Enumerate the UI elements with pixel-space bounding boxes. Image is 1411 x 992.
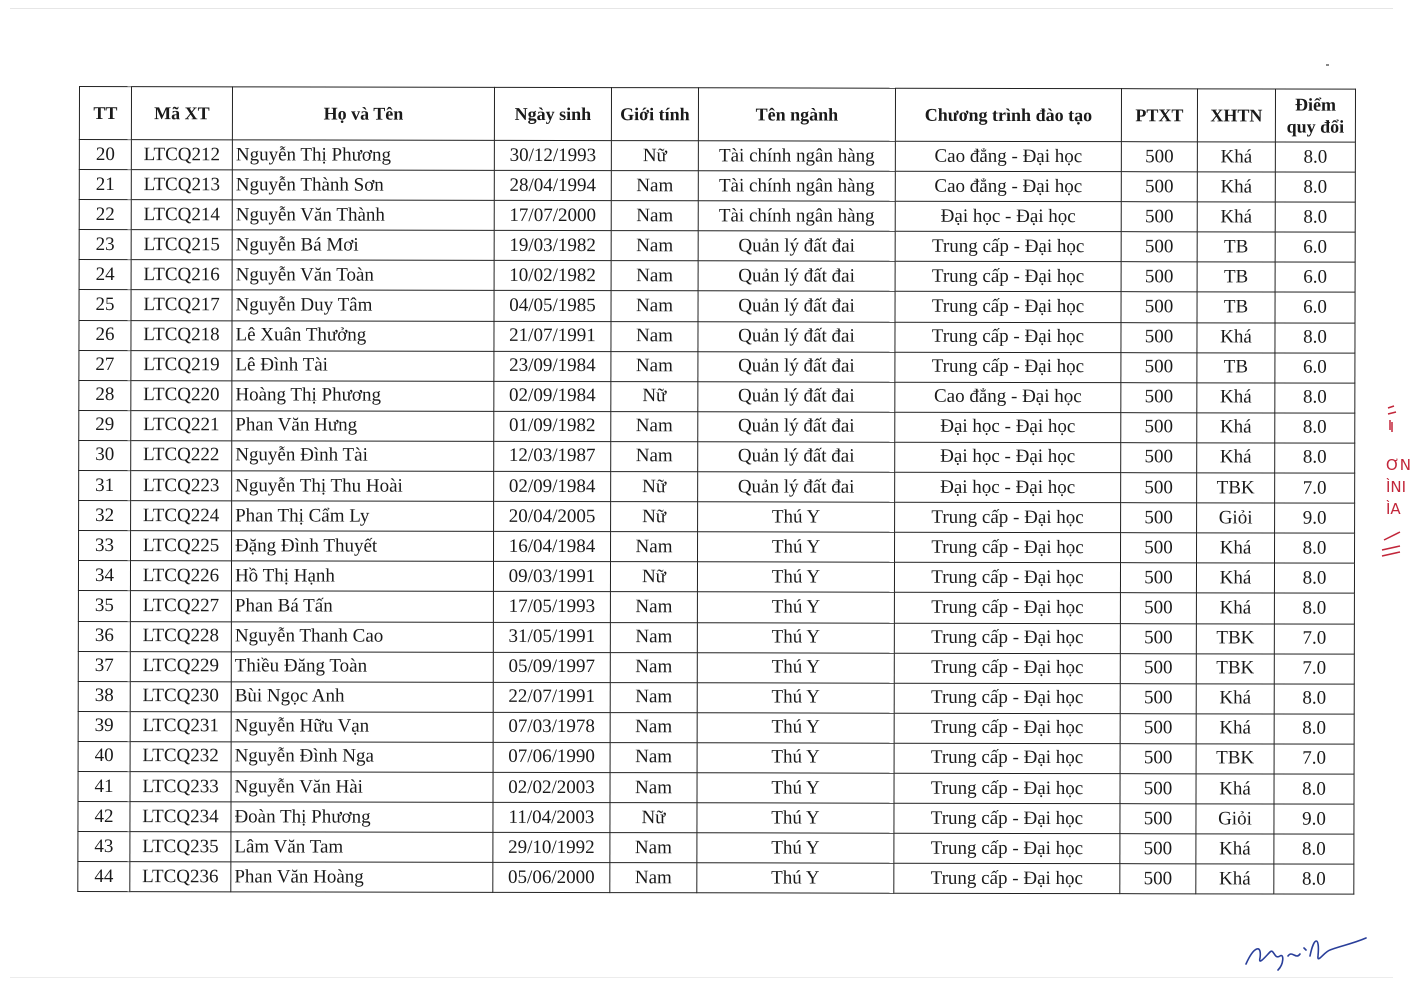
cell-ten-nganh: Quản lý đất đai <box>698 321 895 352</box>
cell-diem: 8.0 <box>1274 774 1354 804</box>
table-row <box>79 440 1355 473</box>
cell-xhtn: Khá <box>1196 593 1274 623</box>
margin-stamp-fragment <box>1374 400 1411 580</box>
table-row <box>79 140 1355 173</box>
cell-ptxt: 500 <box>1120 774 1196 804</box>
cell-tt: 42 <box>78 802 130 832</box>
cell-gioi-tinh: Nam <box>611 201 698 231</box>
cell-ho-ten: Phan Bá Tấn <box>231 591 493 622</box>
cell-xhtn: TB <box>1197 292 1275 322</box>
stamp-text-3: ÌA <box>1386 500 1401 518</box>
cell-gioi-tinh: Nam <box>611 442 698 472</box>
page-top-edge <box>10 8 1393 9</box>
cell-ma-xt: LTCQ231 <box>130 711 231 741</box>
cell-gioi-tinh: Nữ <box>611 472 698 502</box>
cell-tt: 28 <box>79 380 131 410</box>
table-row <box>78 681 1354 714</box>
cell-ngay-sinh: 05/06/2000 <box>493 863 610 893</box>
cell-xhtn: Khá <box>1197 172 1275 202</box>
cell-xhtn: Khá <box>1197 202 1275 232</box>
cell-ngay-sinh: 07/03/1978 <box>493 712 610 742</box>
cell-diem: 9.0 <box>1274 804 1354 834</box>
cell-ten-nganh: Tài chính ngân hàng <box>698 201 895 232</box>
cell-tt: 33 <box>79 531 131 561</box>
signature-icon <box>1240 926 1370 976</box>
cell-ma-xt: LTCQ216 <box>131 260 232 290</box>
cell-tt: 31 <box>79 471 131 501</box>
cell-ma-xt: LTCQ226 <box>130 561 231 591</box>
header-row <box>79 87 1355 143</box>
header-diem <box>1275 89 1355 142</box>
cell-ptxt: 500 <box>1120 653 1196 683</box>
cell-ho-ten: Đặng Đình Thuyết <box>232 531 494 562</box>
cell-diem: 7.0 <box>1274 624 1354 654</box>
cell-gioi-tinh: Nam <box>610 742 697 772</box>
page-bottom-edge <box>10 977 1393 978</box>
cell-ho-ten: Nguyễn Văn Thành <box>232 200 494 231</box>
cell-diem: 8.0 <box>1275 172 1355 202</box>
cell-ten-nganh: Quản lý đất đai <box>698 351 895 382</box>
cell-ma-xt: LTCQ230 <box>130 681 231 711</box>
cell-chuong-trinh: Trung cấp - Đại học <box>894 713 1120 744</box>
cell-ptxt: 500 <box>1121 533 1197 563</box>
cell-ptxt: 500 <box>1121 262 1197 292</box>
cell-chuong-trinh: Trung cấp - Đại học <box>894 593 1120 624</box>
cell-diem: 9.0 <box>1275 503 1355 533</box>
cell-tt: 41 <box>78 771 130 801</box>
cell-ngay-sinh: 29/10/1992 <box>493 833 610 863</box>
table-row <box>78 832 1354 865</box>
cell-ma-xt: LTCQ214 <box>131 200 232 230</box>
cell-chuong-trinh: Trung cấp - Đại học <box>895 322 1121 353</box>
cell-ho-ten: Nguyễn Đình Nga <box>231 742 493 773</box>
cell-xhtn: TBK <box>1196 623 1274 653</box>
cell-ptxt: 500 <box>1121 503 1197 533</box>
header-ten-nganh: Tên ngành <box>698 88 895 141</box>
cell-chuong-trinh: Trung cấp - Đại học <box>894 683 1120 714</box>
cell-ngay-sinh: 20/04/2005 <box>494 501 611 531</box>
cell-ten-nganh: Thú Y <box>697 562 894 593</box>
cell-diem: 8.0 <box>1274 834 1354 864</box>
cell-ho-ten: Đoàn Thị Phương <box>231 802 493 833</box>
cell-ho-ten: Hoàng Thị Phương <box>232 381 494 412</box>
table-row <box>79 350 1355 383</box>
header-ma-xt: Mã XT <box>131 87 232 140</box>
cell-xhtn: Khá <box>1196 774 1274 804</box>
cell-tt: 43 <box>78 832 130 862</box>
cell-chuong-trinh: Cao đẳng - Đại học <box>895 141 1121 172</box>
header-gioi-tinh: Giới tính <box>611 88 698 141</box>
cell-ngay-sinh: 02/02/2003 <box>493 772 610 802</box>
cell-gioi-tinh: Nam <box>610 622 697 652</box>
cell-tt: 37 <box>78 651 130 681</box>
table-row <box>79 531 1355 564</box>
cell-gioi-tinh: Nam <box>610 712 697 742</box>
cell-chuong-trinh: Trung cấp - Đại học <box>894 863 1120 894</box>
cell-ma-xt: LTCQ222 <box>131 441 232 471</box>
cell-ho-ten: Nguyễn Đình Tài <box>232 441 494 472</box>
cell-ma-xt: LTCQ220 <box>131 380 232 410</box>
header-ho-ten: Họ và Tên <box>232 87 494 141</box>
candidate-table <box>77 86 1356 895</box>
cell-ngay-sinh: 09/03/1991 <box>493 562 610 592</box>
table-row <box>79 410 1355 443</box>
cell-xhtn: Khá <box>1196 714 1274 744</box>
cell-chuong-trinh: Trung cấp - Đại học <box>895 231 1121 262</box>
cell-ngay-sinh: 31/05/1991 <box>493 622 610 652</box>
cell-ngay-sinh: 04/05/1985 <box>494 291 611 321</box>
cell-ma-xt: LTCQ225 <box>131 531 232 561</box>
table-row <box>78 711 1354 744</box>
cell-gioi-tinh: Nam <box>610 682 697 712</box>
cell-diem: 6.0 <box>1275 232 1355 262</box>
cell-chuong-trinh: Cao đẳng - Đại học <box>895 171 1121 202</box>
cell-ma-xt: LTCQ229 <box>130 651 231 681</box>
cell-xhtn: Giỏi <box>1197 503 1275 533</box>
table-row <box>78 741 1354 774</box>
cell-gioi-tinh: Nữ <box>611 502 698 532</box>
cell-ten-nganh: Thú Y <box>697 863 894 894</box>
table-row <box>78 802 1354 835</box>
cell-ho-ten: Nguyễn Thành Sơn <box>232 170 494 201</box>
cell-chuong-trinh: Trung cấp - Đại học <box>894 743 1120 774</box>
header-tt: TT <box>79 87 131 140</box>
cell-ma-xt: LTCQ223 <box>131 471 232 501</box>
cell-ngay-sinh: 17/07/2000 <box>494 201 611 231</box>
cell-diem: 8.0 <box>1274 864 1354 894</box>
cell-ngay-sinh: 19/03/1982 <box>494 231 611 261</box>
cell-diem: 8.0 <box>1275 443 1355 473</box>
cell-xhtn: Khá <box>1196 834 1274 864</box>
table-row <box>79 260 1355 293</box>
cell-ten-nganh: Quản lý đất đai <box>698 261 895 292</box>
cell-gioi-tinh: Nam <box>611 261 698 291</box>
header-chuong-trinh: Chương trình đào tạo <box>895 88 1121 141</box>
cell-gioi-tinh: Nam <box>611 532 698 562</box>
cell-tt: 21 <box>79 170 131 200</box>
table-row <box>79 170 1355 203</box>
cell-chuong-trinh: Trung cấp - Đại học <box>894 563 1120 594</box>
scan-speck <box>1326 64 1329 66</box>
cell-ten-nganh: Thú Y <box>697 773 894 804</box>
cell-diem: 7.0 <box>1274 654 1354 684</box>
cell-xhtn: Khá <box>1196 563 1274 593</box>
cell-xhtn: Khá <box>1196 684 1274 714</box>
cell-ngay-sinh: 17/05/1993 <box>493 592 610 622</box>
cell-tt: 38 <box>78 681 130 711</box>
cell-ten-nganh: Quản lý đất đai <box>698 382 895 413</box>
stamp-text-1: ƠN <box>1386 456 1411 474</box>
cell-diem: 8.0 <box>1275 323 1355 353</box>
cell-diem: 8.0 <box>1275 383 1355 413</box>
cell-ptxt: 500 <box>1120 683 1196 713</box>
cell-ngay-sinh: 02/09/1984 <box>494 381 611 411</box>
cell-ten-nganh: Thú Y <box>698 532 895 563</box>
cell-ten-nganh: Thú Y <box>697 592 894 623</box>
cell-xhtn: Khá <box>1196 864 1274 894</box>
cell-ma-xt: LTCQ236 <box>130 862 231 892</box>
cell-ma-xt: LTCQ227 <box>130 591 231 621</box>
cell-gioi-tinh: Nam <box>611 321 698 351</box>
cell-ma-xt: LTCQ234 <box>130 802 231 832</box>
cell-chuong-trinh: Trung cấp - Đại học <box>894 623 1120 654</box>
cell-gioi-tinh: Nam <box>611 231 698 261</box>
cell-ho-ten: Nguyễn Văn Hài <box>231 772 493 803</box>
cell-ngay-sinh: 22/07/1991 <box>493 682 610 712</box>
cell-xhtn: Khá <box>1197 322 1275 352</box>
cell-tt: 22 <box>79 200 131 230</box>
cell-xhtn: TBK <box>1196 653 1274 683</box>
cell-ngay-sinh: 21/07/1991 <box>494 321 611 351</box>
cell-ma-xt: LTCQ213 <box>131 170 232 200</box>
cell-ptxt: 500 <box>1120 563 1196 593</box>
cell-ten-nganh: Thú Y <box>697 652 894 683</box>
cell-diem: 8.0 <box>1275 202 1355 232</box>
cell-diem: 8.0 <box>1274 684 1354 714</box>
cell-diem: 8.0 <box>1275 413 1355 443</box>
cell-ten-nganh: Thú Y <box>697 833 894 864</box>
cell-gioi-tinh: Nữ <box>610 803 697 833</box>
table-row <box>78 862 1354 895</box>
cell-ptxt: 500 <box>1120 713 1196 743</box>
cell-ptxt: 500 <box>1121 172 1197 202</box>
cell-gioi-tinh: Nam <box>610 773 697 803</box>
cell-chuong-trinh: Đại học - Đại học <box>895 442 1121 473</box>
cell-ptxt: 500 <box>1120 864 1196 894</box>
table-row <box>79 230 1355 263</box>
cell-ngay-sinh: 23/09/1984 <box>494 351 611 381</box>
cell-ma-xt: LTCQ235 <box>130 832 231 862</box>
cell-ho-ten: Nguyễn Thanh Cao <box>231 621 493 652</box>
cell-ten-nganh: Thú Y <box>697 803 894 834</box>
cell-ptxt: 500 <box>1121 413 1197 443</box>
cell-xhtn: TBK <box>1196 744 1274 774</box>
cell-ho-ten: Hồ Thị Hạnh <box>231 561 493 592</box>
table-row <box>79 290 1355 323</box>
cell-xhtn: Khá <box>1197 533 1275 563</box>
cell-ho-ten: Lâm Văn Tam <box>231 832 493 863</box>
table-row <box>78 651 1354 684</box>
cell-ptxt: 500 <box>1120 623 1196 653</box>
table-row <box>79 380 1355 413</box>
cell-chuong-trinh: Trung cấp - Đại học <box>895 532 1121 563</box>
cell-tt: 35 <box>78 591 130 621</box>
cell-ngay-sinh: 28/04/1994 <box>494 170 611 200</box>
table-body <box>78 140 1356 895</box>
table-row <box>78 771 1354 804</box>
cell-tt: 39 <box>78 711 130 741</box>
cell-ptxt: 500 <box>1121 382 1197 412</box>
cell-xhtn: Khá <box>1197 383 1275 413</box>
table-row <box>79 471 1355 504</box>
cell-diem: 8.0 <box>1275 533 1355 563</box>
cell-ho-ten: Phan Văn Hưng <box>232 411 494 442</box>
cell-tt: 30 <box>79 440 131 470</box>
cell-chuong-trinh: Trung cấp - Đại học <box>895 262 1121 293</box>
cell-xhtn: Khá <box>1197 142 1275 172</box>
cell-diem: 6.0 <box>1275 262 1355 292</box>
cell-ngay-sinh: 07/06/1990 <box>493 742 610 772</box>
cell-ten-nganh: Thú Y <box>698 502 895 533</box>
cell-gioi-tinh: Nam <box>611 291 698 321</box>
cell-ptxt: 500 <box>1120 804 1196 834</box>
table-row <box>79 200 1355 233</box>
cell-gioi-tinh: Nam <box>611 351 698 381</box>
cell-tt: 44 <box>78 862 130 892</box>
cell-ma-xt: LTCQ217 <box>131 290 232 320</box>
cell-ho-ten: Nguyễn Bá Mơi <box>232 230 494 261</box>
header-ngay-sinh: Ngày sinh <box>494 87 611 140</box>
cell-xhtn: Khá <box>1197 443 1275 473</box>
cell-ptxt: 500 <box>1120 593 1196 623</box>
cell-ho-ten: Lê Đình Tài <box>232 350 494 381</box>
cell-chuong-trinh: Đại học - Đại học <box>895 201 1121 232</box>
cell-tt: 23 <box>79 230 131 260</box>
header-ptxt: PTXT <box>1121 89 1197 142</box>
cell-gioi-tinh: Nam <box>611 171 698 201</box>
cell-diem: 7.0 <box>1275 473 1355 503</box>
cell-ngay-sinh: 01/09/1982 <box>494 411 611 441</box>
cell-ma-xt: LTCQ212 <box>131 140 232 170</box>
cell-ptxt: 500 <box>1121 473 1197 503</box>
cell-xhtn: Giỏi <box>1196 804 1274 834</box>
cell-diem: 8.0 <box>1274 714 1354 744</box>
cell-ten-nganh: Quản lý đất đai <box>698 291 895 322</box>
cell-tt: 29 <box>79 410 131 440</box>
cell-ptxt: 500 <box>1121 443 1197 473</box>
table-row <box>78 561 1354 594</box>
cell-ptxt: 500 <box>1120 744 1196 774</box>
cell-tt: 40 <box>78 741 130 771</box>
cell-ten-nganh: Quản lý đất đai <box>698 412 895 443</box>
cell-chuong-trinh: Trung cấp - Đại học <box>894 773 1120 804</box>
cell-ptxt: 500 <box>1121 202 1197 232</box>
cell-ho-ten: Lê Xuân Thưởng <box>232 320 494 351</box>
cell-ma-xt: LTCQ228 <box>130 621 231 651</box>
cell-ma-xt: LTCQ232 <box>130 741 231 771</box>
cell-ho-ten: Bùi Ngọc Anh <box>231 682 493 713</box>
cell-diem: 8.0 <box>1274 563 1354 593</box>
cell-gioi-tinh: Nữ <box>610 562 697 592</box>
cell-xhtn: TB <box>1197 352 1275 382</box>
cell-ptxt: 500 <box>1121 352 1197 382</box>
cell-ho-ten: Nguyễn Hữu Vạn <box>231 712 493 743</box>
cell-chuong-trinh: Trung cấp - Đại học <box>895 352 1121 383</box>
cell-ten-nganh: Quản lý đất đai <box>698 231 895 262</box>
cell-ten-nganh: Quản lý đất đai <box>698 442 895 473</box>
cell-chuong-trinh: Trung cấp - Đại học <box>894 803 1120 834</box>
cell-diem: 6.0 <box>1275 353 1355 383</box>
cell-ho-ten: Nguyễn Duy Tâm <box>232 290 494 321</box>
cell-ma-xt: LTCQ221 <box>131 410 232 440</box>
cell-ho-ten: Thiều Đăng Toàn <box>231 651 493 682</box>
cell-ngay-sinh: 05/09/1997 <box>493 652 610 682</box>
cell-diem: 6.0 <box>1275 292 1355 322</box>
cell-tt: 25 <box>79 290 131 320</box>
cell-chuong-trinh: Trung cấp - Đại học <box>895 292 1121 323</box>
cell-gioi-tinh: Nam <box>611 411 698 441</box>
cell-ho-ten: Phan Văn Hoàng <box>231 862 493 893</box>
cell-ma-xt: LTCQ224 <box>131 501 232 531</box>
header-diem-line2: quy đổi <box>1286 116 1345 137</box>
cell-xhtn: TB <box>1197 262 1275 292</box>
cell-chuong-trinh: Trung cấp - Đại học <box>894 833 1120 864</box>
cell-ho-ten: Nguyễn Thị Thu Hoài <box>232 471 494 502</box>
cell-tt: 34 <box>78 561 130 591</box>
table-row <box>79 501 1355 534</box>
cell-diem: 7.0 <box>1274 744 1354 774</box>
cell-ten-nganh: Tài chính ngân hàng <box>698 141 895 172</box>
cell-chuong-trinh: Cao đẳng - Đại học <box>895 382 1121 413</box>
table-row <box>78 591 1354 624</box>
cell-tt: 20 <box>79 140 131 170</box>
cell-xhtn: TBK <box>1197 473 1275 503</box>
cell-ma-xt: LTCQ215 <box>131 230 232 260</box>
cell-tt: 36 <box>78 621 130 651</box>
cell-tt: 32 <box>79 501 131 531</box>
cell-ngay-sinh: 12/03/1987 <box>494 441 611 471</box>
cell-ngay-sinh: 16/04/1984 <box>494 532 611 562</box>
cell-chuong-trinh: Đại học - Đại học <box>895 412 1121 443</box>
cell-gioi-tinh: Nữ <box>611 381 698 411</box>
cell-gioi-tinh: Nam <box>610 833 697 863</box>
cell-gioi-tinh: Nam <box>610 592 697 622</box>
cell-ten-nganh: Thú Y <box>697 713 894 744</box>
stamp-text-2: ÌNI <box>1386 478 1407 496</box>
cell-diem: 8.0 <box>1275 142 1355 172</box>
cell-ngay-sinh: 30/12/1993 <box>494 140 611 170</box>
header-xhtn: XHTN <box>1197 89 1275 142</box>
cell-gioi-tinh: Nữ <box>611 141 698 171</box>
header-diem-line1: Điểm <box>1294 94 1336 115</box>
cell-ho-ten: Nguyễn Văn Toàn <box>232 260 494 291</box>
cell-diem: 8.0 <box>1274 593 1354 623</box>
cell-ptxt: 500 <box>1120 834 1196 864</box>
table-row <box>78 621 1354 654</box>
cell-tt: 27 <box>79 350 131 380</box>
cell-ma-xt: LTCQ218 <box>131 320 232 350</box>
cell-chuong-trinh: Trung cấp - Đại học <box>895 502 1121 533</box>
cell-ten-nganh: Thú Y <box>697 622 894 653</box>
cell-ptxt: 500 <box>1121 322 1197 352</box>
cell-ten-nganh: Thú Y <box>697 743 894 774</box>
cell-gioi-tinh: Nam <box>610 863 697 893</box>
cell-tt: 24 <box>79 260 131 290</box>
cell-gioi-tinh: Nam <box>610 652 697 682</box>
cell-chuong-trinh: Đại học - Đại học <box>895 472 1121 503</box>
cell-xhtn: TB <box>1197 232 1275 262</box>
cell-tt: 26 <box>79 320 131 350</box>
cell-ho-ten: Nguyễn Thị Phương <box>232 140 494 171</box>
cell-ptxt: 500 <box>1121 292 1197 322</box>
cell-ptxt: 500 <box>1121 232 1197 262</box>
cell-chuong-trinh: Trung cấp - Đại học <box>894 653 1120 684</box>
cell-ngay-sinh: 10/02/1982 <box>494 261 611 291</box>
table-row <box>79 320 1355 353</box>
cell-ma-xt: LTCQ219 <box>131 350 232 380</box>
cell-ngay-sinh: 02/09/1984 <box>494 471 611 501</box>
cell-ptxt: 500 <box>1121 142 1197 172</box>
cell-ho-ten: Phan Thị Cẩm Ly <box>232 501 494 532</box>
cell-ten-nganh: Quản lý đất đai <box>698 472 895 503</box>
cell-ten-nganh: Tài chính ngân hàng <box>698 171 895 202</box>
cell-xhtn: Khá <box>1197 413 1275 443</box>
cell-ma-xt: LTCQ233 <box>130 772 231 802</box>
cell-ten-nganh: Thú Y <box>697 682 894 713</box>
cell-ngay-sinh: 11/04/2003 <box>493 802 610 832</box>
